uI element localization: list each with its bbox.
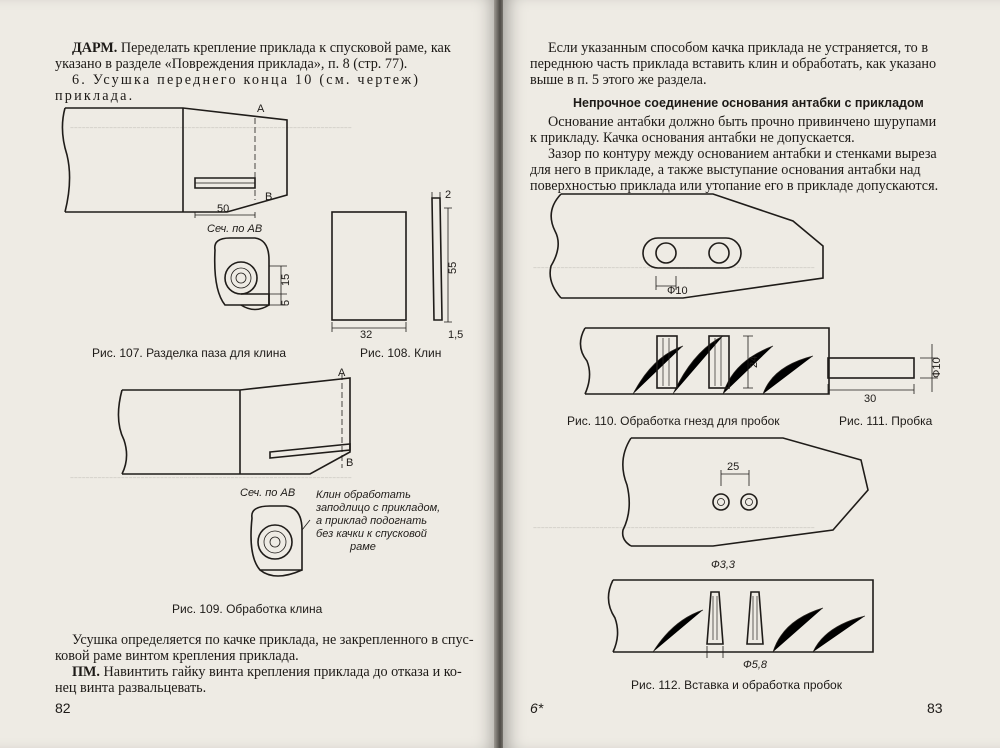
- fig109-section-label: Сеч. по АВ: [240, 487, 296, 499]
- figure-107-drawing: [55, 100, 365, 340]
- bottom-line-1: Усушка определяется по качке приклада, не закрепленного в спус-: [72, 632, 474, 648]
- fig108-caption: Рис. 108. Клин: [360, 346, 442, 360]
- fig107-dim-15: 15: [280, 273, 292, 286]
- fig109-note-line-4: без качки к спусковой: [316, 528, 427, 540]
- right-page: ╌╌╌╌╌╌╌╌╌╌╌╌╌╌╌╌╌╌╌╌╌╌╌╌╌╌╌╌╌╌╌╌╌╌╌╌ ╌╌╌╌╌╌╌╌╌╌╌╌╌╌╌╌╌╌╌╌╌╌╌╌╌╌╌╌╌╌╌╌╌╌╌╌ Если указанным способом качка приклада не устраняется, то в переднюю часть приклада вставить клин и обработать, как указано выше в п. 5 этого же раздела. Непрочное соединение основания антабки с прикладом Основание антабки должно быть прочно привинчено шурупами к прикладу. Качка основания антабки не допускается. Зазор по контуру между основанием антабки и стенками выреза для него в прикладе, а также выступание основания антабки над поверхностью приклада или утопание его в прикладе допускаются. Ф10 24 30 Ф10 Рис. 110. Обработка гнезд для пробок Рис. 111. Пробка 25 Ф3,3 Ф5,8 Рис. 112. Вставка и обработка пробок 6* 83: [503, 0, 1000, 748]
- para2-line-2: для него в прикладе, а также выступание основания антабки над: [530, 162, 921, 178]
- para2-line-3: поверхностью приклада или утопание его в прикладе допускаются.: [530, 178, 939, 194]
- fig108-dim-2: 2: [445, 189, 452, 201]
- fig107-caption: Рис. 107. Разделка паза для клина: [92, 346, 287, 360]
- figure-111-drawing: [788, 336, 948, 416]
- page-number-left: 82: [55, 700, 71, 716]
- para-line-2: к прикладу. Качка основания антабки не допускается.: [530, 130, 855, 146]
- fig109-note-line-3: а приклад подогнать: [316, 515, 428, 527]
- fig111-caption: Рис. 111. Пробка: [839, 414, 933, 428]
- fig109-caption: Рис. 109. Обработка клина: [172, 602, 323, 616]
- para-1: [72, 40, 482, 57]
- figure-108-drawing: [320, 190, 480, 340]
- para-2-line-1: 6. Усушка переднего конца 10 (см. чертеж): [72, 72, 421, 88]
- fig109-note-line-2: заподлицо с прикладом,: [316, 502, 441, 514]
- fig110-caption: Рис. 110. Обработка гнезд для пробок: [567, 414, 780, 428]
- bottom-line-4: нец винта развальцевать.: [55, 680, 207, 696]
- para-1-rest: Переделать крепление приклада к спусковой раме, как: [117, 40, 451, 56]
- fig112-dim-phi33: Ф3,3: [711, 559, 736, 571]
- fig110-dim-phi10: Ф10: [667, 285, 688, 297]
- fig108-dim-l5: 1,5: [448, 329, 464, 341]
- fig107-label-b: В: [265, 191, 273, 203]
- intro-line-2: переднюю часть приклада вставить клин и обработать, как указано: [530, 56, 937, 72]
- fig107-dim-5: 5: [280, 299, 292, 306]
- left-page: ╌╌╌╌╌╌╌╌╌╌╌╌╌╌╌╌╌╌╌╌╌╌╌╌╌╌╌╌╌╌╌╌╌╌╌╌ ╌╌╌╌╌╌╌╌╌╌╌╌╌╌╌╌╌╌╌╌╌╌╌╌╌╌╌╌╌╌╌╌╌╌╌╌ ДАРМ. Переделать крепление приклада к спусковой раме, как указано в разделе «Повреждения приклада», п. 8 (стр. 77). 6. Усушка переднего конца 10 (см. чертеж) приклада. А В 50 Сеч. по АВ 15 5 32 2 55 1,5 Рис. 107. Разделка паза для клина Рис. 108. Клин А В Сеч. по АВ Клин обработать заподлицо с прикладом, а приклад подогнать без качки к спусковой раме Рис. 109. Обработка клина Усушка определяется по качке приклада, не закрепленного в спус- ковой раме винтом крепления приклада. ПМ. Навинтить гайку винта крепления приклада до отказа и ко- нец винта развальцевать. 82: [0, 0, 497, 748]
- para-2-line-2: приклада.: [55, 88, 135, 104]
- para-line-1: Основание антабки должно быть прочно привинчено шурупами: [548, 114, 937, 130]
- fig107-label-a: А: [257, 103, 265, 115]
- fig112-dim-phi58: Ф5,8: [743, 659, 768, 671]
- fig111-dim-30: 30: [864, 393, 877, 405]
- section-heading: Непрочное соединение основания антабки с прикладом: [573, 96, 924, 110]
- fig111-dim-phi10: Ф10: [931, 357, 943, 378]
- bottom-line-2: ковой раме винтом крепления приклада.: [55, 648, 299, 664]
- figure-109-drawing: [110, 367, 441, 600]
- para-1-lead: ДАРМ.: [72, 40, 118, 56]
- fig107-dim-50: 50: [217, 203, 230, 215]
- fig109-note-line-1: Клин обработать: [316, 489, 411, 501]
- fig108-dim-55: 55: [447, 261, 459, 274]
- fig112-dim-25: 25: [727, 461, 740, 473]
- figure-112-drawing: [593, 430, 893, 675]
- bottom-line-3-rest: Навинтить гайку винта крепления приклада до отказа и ко-: [99, 664, 462, 680]
- fig110-dim-24: 24: [748, 355, 760, 368]
- intro-line-3: выше в п. 5 этого же раздела.: [530, 72, 707, 88]
- fig112-caption: Рис. 112. Вставка и обработка пробок: [631, 678, 842, 692]
- signature-mark: 6*: [530, 700, 544, 716]
- bottom-line-3: [72, 664, 462, 681]
- fig109-label-b: В: [346, 457, 354, 469]
- fig108-dim-32: 32: [360, 329, 373, 341]
- bottom-line-3-lead: ПМ.: [72, 664, 100, 680]
- intro-line-1: Если указанным способом качка приклада не устраняется, то в: [548, 40, 929, 56]
- fig109-label-a: А: [338, 367, 346, 379]
- fig109-note-line-5: раме: [350, 541, 376, 553]
- para2-line-1: Зазор по контуру между основанием антабки и стенками выреза: [548, 146, 937, 162]
- fig107-section-label: Сеч. по АВ: [207, 223, 263, 235]
- page-number-right: 83: [927, 700, 943, 716]
- para-1-line-2: указано в разделе «Повреждения приклада», п. 8 (стр. 77).: [55, 56, 408, 72]
